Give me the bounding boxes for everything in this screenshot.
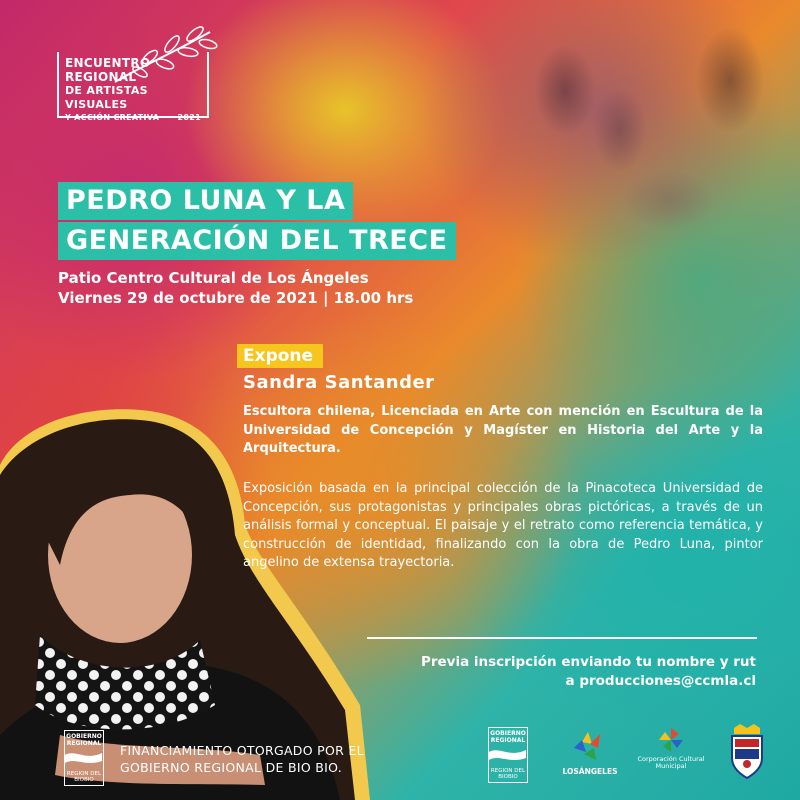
municipal-coat-of-arms-icon: [726, 724, 768, 782]
title-line-2: GENERACIÓN DEL TRECE: [58, 222, 456, 260]
event-logo-line2: REGIONAL: [65, 70, 137, 84]
river-icon: [65, 747, 102, 769]
divider: [367, 637, 757, 639]
expone-tag: Expone: [237, 344, 323, 368]
registration-line-2[interactable]: a producciones@ccmla.cl: [565, 673, 756, 689]
event-logo-line4-text: Y ACCIÓN CREATIVA: [65, 113, 160, 122]
los-angeles-logo-text: LOSÁNGELES: [562, 767, 618, 776]
gobierno-regional-logo-2: [488, 727, 528, 783]
exhibition-description: Exposición basada en la principal colección de la Pinacoteca Universidad de Concepción, sus protagonistas y principales obras pictóricas, a través de un análisis formal y conceptual. El paisaje y el retrato como referencia temática, y construcción de identidad, finalizando con la obra de Pedro Luna, pintor angelino de extensa trayectoria.: [243, 481, 763, 570]
event-logo-line1: ENCUENTRO: [65, 56, 151, 70]
leaf-branch-icon: [110, 22, 230, 92]
speaker-bio: Escultora chilena, Licenciada en Arte con mención en Escultura de la Universidad de Concepción y Magíster en Historia del Arte y la Arquitectura.: [243, 404, 763, 456]
speaker-name: Sandra Santander: [243, 372, 435, 393]
river-icon-2: [489, 744, 526, 766]
corporacion-logo-text: Corporación Cultural Municipal: [637, 755, 705, 770]
venue-date: Viernes 29 de octubre de 2021 | 18.00 hrs: [58, 289, 414, 307]
los-angeles-logo: [560, 730, 620, 780]
funding-line-1: FINANCIAMIENTO OTORGADO POR EL: [120, 743, 364, 758]
funding-line-2: GOBIERNO REGIONAL DE BIO BIO.: [120, 760, 343, 775]
gob-logo-top-text: GOBIERNO REGIONAL: [66, 733, 102, 747]
painting-background: [470, 0, 800, 230]
registration-line-1: Previa inscripción enviando tu nombre y rut: [420, 654, 756, 670]
title-line-1: PEDRO LUNA Y LA: [58, 182, 353, 220]
venue-place: Patio Centro Cultural de Los Ángeles: [58, 269, 369, 287]
event-logo-line4: [65, 112, 201, 123]
pinwheel-icon: [657, 728, 685, 752]
gob-logo-bottom-text: REGION DEL BIOBIO: [66, 771, 102, 783]
event-logo-line3: DE ARTISTAS VISUALES: [65, 84, 148, 111]
corporacion-cultural-logo: [636, 728, 706, 780]
gob-logo-top-text-2: GOBIERNO REGIONAL: [490, 730, 526, 744]
speaker-portrait: [0, 405, 370, 800]
gob-logo-bottom-text-2: REGION DEL BIOBIO: [490, 768, 526, 780]
gobierno-regional-logo: [64, 730, 104, 786]
event-logo-year: 2021: [177, 113, 201, 122]
